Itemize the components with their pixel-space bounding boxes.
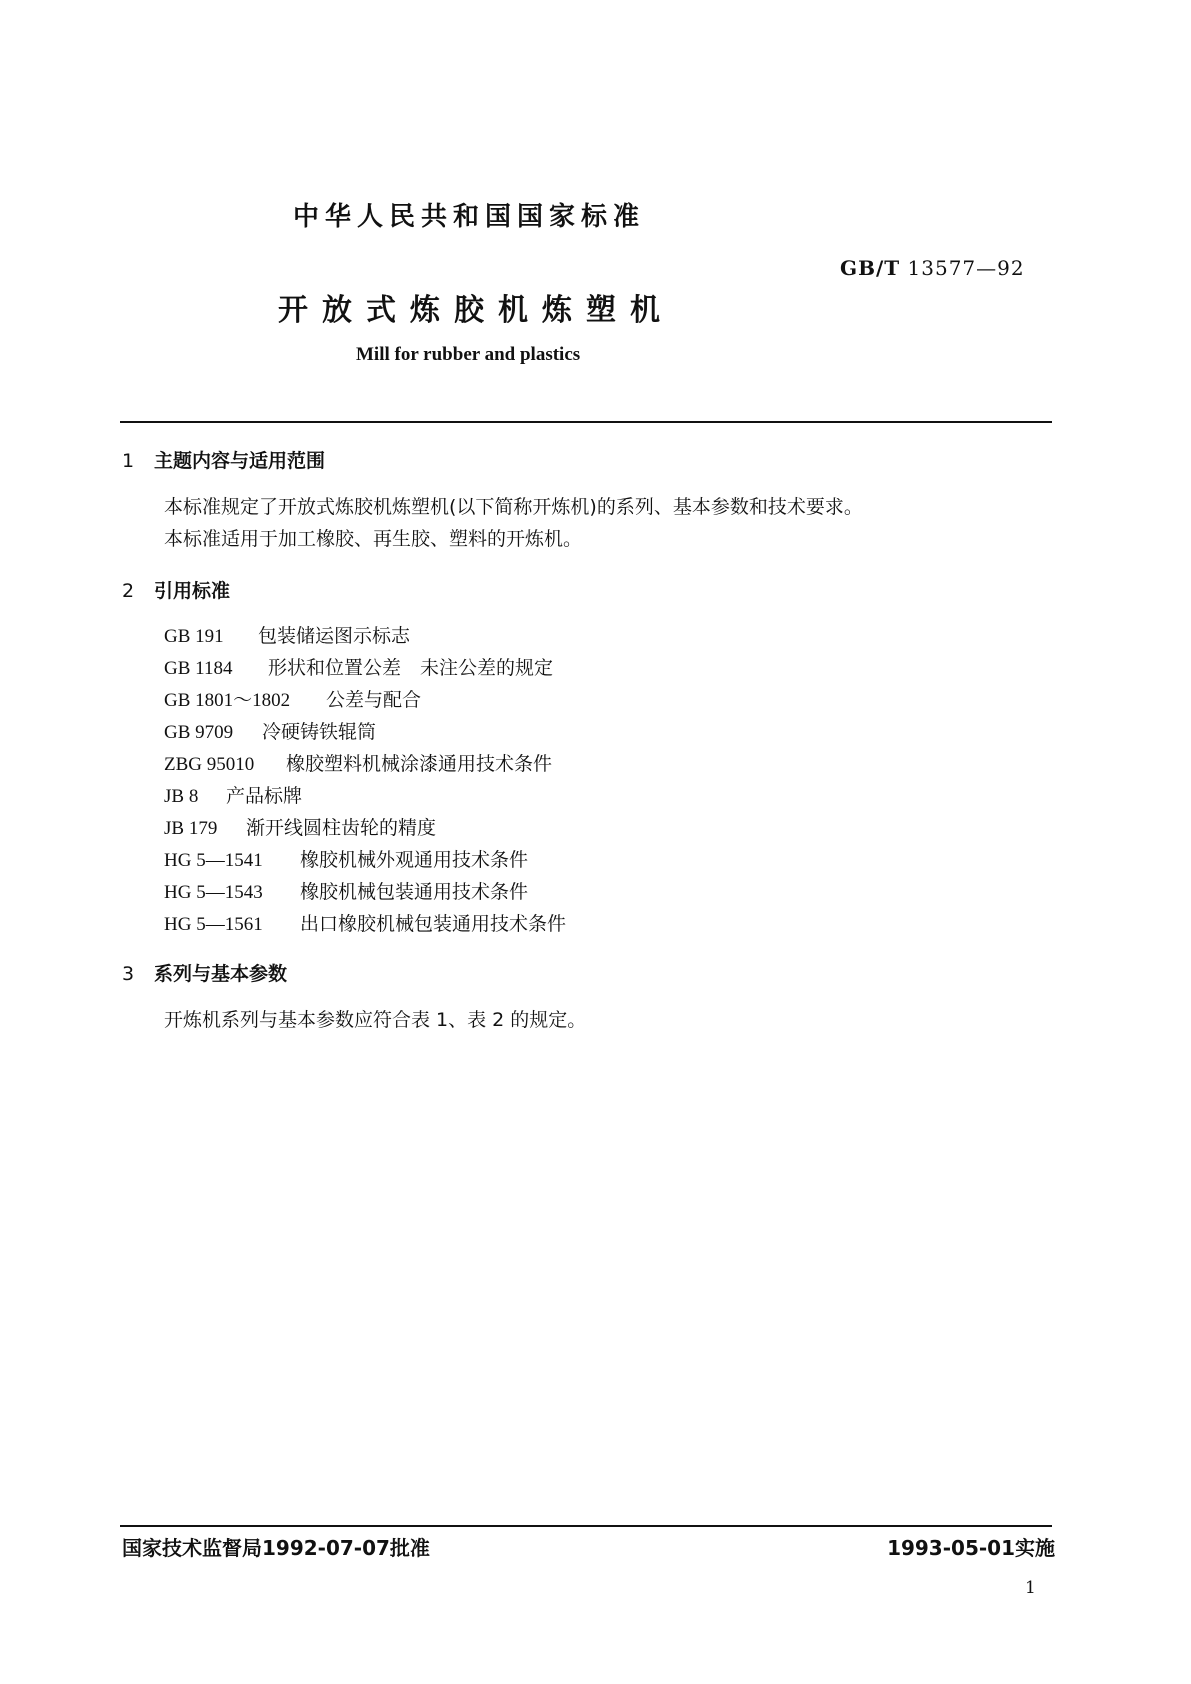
- section-heading-2: [122, 576, 230, 603]
- reference-code: HG 5—1561: [164, 914, 263, 935]
- standard-prefix: GB/T: [840, 256, 901, 280]
- header-divider: [120, 421, 1052, 423]
- reference-name: 形状和位置公差 未注公差的规定: [268, 657, 554, 679]
- standard-code: 13577—92: [907, 256, 1025, 280]
- reference-item: [164, 749, 552, 776]
- reference-name: 包装储运图示标志: [258, 625, 411, 647]
- reference-name: 冷硬铸铁辊筒: [262, 721, 377, 743]
- section-heading-1: [122, 446, 325, 473]
- reference-code: JB 179: [164, 818, 218, 839]
- reference-code: GB 1184: [164, 658, 233, 679]
- reference-item: [164, 909, 566, 936]
- approval-date: 国家技术监督局1992-07-07批准: [122, 1536, 430, 1560]
- standard-number: [840, 256, 1025, 280]
- english-title: Mill for rubber and plastics: [356, 344, 581, 365]
- reference-item: [164, 813, 436, 840]
- reference-code: ZBG 95010: [164, 754, 255, 775]
- national-standard-title: 中华人民共和国国家标准: [293, 202, 646, 232]
- section-heading-3: [122, 959, 287, 986]
- footer-divider: [120, 1525, 1052, 1527]
- section-number: 3: [122, 963, 135, 985]
- reference-code: GB 1801～1802: [164, 690, 291, 711]
- section-number: 2: [122, 580, 135, 602]
- reference-item: [164, 877, 528, 904]
- effective-date: 1993-05-01实施: [887, 1536, 1055, 1560]
- reference-name: 公差与配合: [326, 689, 422, 711]
- reference-item: [164, 621, 410, 648]
- reference-name: 渐开线圆柱齿轮的精度: [246, 817, 437, 839]
- reference-name: 橡胶机械包装通用技术条件: [300, 881, 529, 903]
- section-number: 1: [122, 450, 135, 472]
- reference-name: 出口橡胶机械包装通用技术条件: [300, 913, 567, 935]
- reference-item: [164, 653, 553, 680]
- paragraph: 开炼机系列与基本参数应符合表 1、表 2 的规定。: [164, 1009, 587, 1031]
- reference-code: HG 5—1543: [164, 882, 263, 903]
- page-number: 1: [1025, 1578, 1036, 1598]
- reference-item: [164, 717, 376, 744]
- reference-name: 橡胶机械外观通用技术条件: [300, 849, 529, 871]
- paragraph: 本标准适用于加工橡胶、再生胶、塑料的开炼机。: [164, 528, 583, 550]
- section-title: 系列与基本参数: [154, 963, 288, 985]
- section-title: 引用标准: [154, 580, 231, 602]
- reference-name: 产品标牌: [226, 785, 303, 807]
- reference-item: [164, 781, 302, 808]
- reference-name: 橡胶塑料机械涂漆通用技术条件: [286, 753, 553, 775]
- reference-code: JB 8: [164, 786, 199, 807]
- reference-code: GB 9709: [164, 722, 234, 743]
- reference-item: [164, 685, 421, 712]
- reference-item: [164, 845, 528, 872]
- paragraph: 本标准规定了开放式炼胶机炼塑机(以下简称开炼机)的系列、基本参数和技术要求。: [164, 496, 863, 518]
- document-title: 开放式炼胶机炼塑机: [278, 293, 674, 328]
- reference-code: HG 5—1541: [164, 850, 263, 871]
- section-title: 主题内容与适用范围: [154, 450, 326, 472]
- reference-code: GB 191: [164, 626, 224, 647]
